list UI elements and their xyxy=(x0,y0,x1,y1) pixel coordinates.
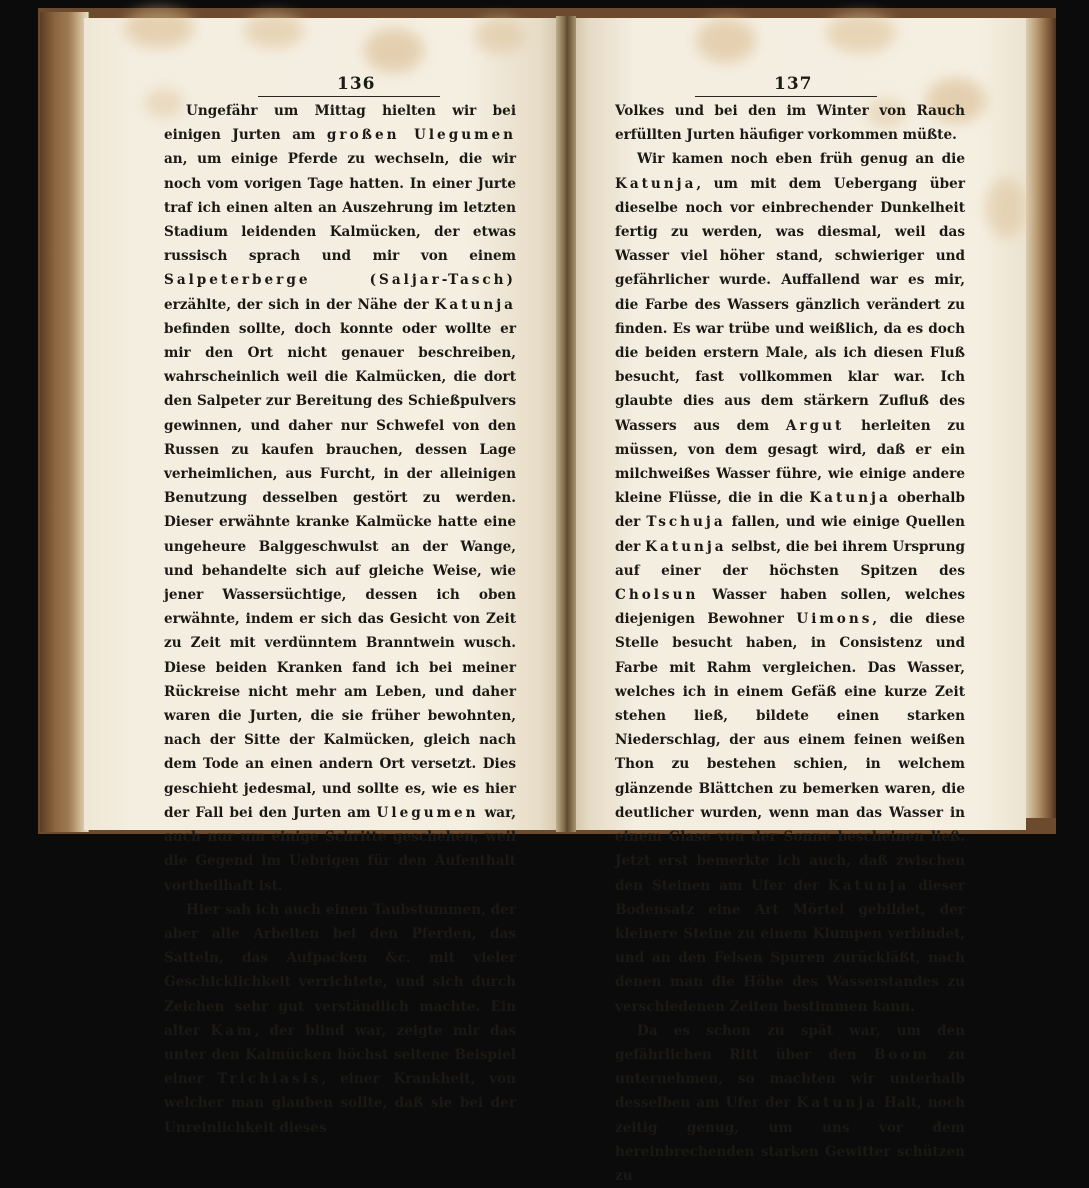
text-run: war, auch nur um einige Schritte geschehen, weil die Gegend im Uebrigen für den Aufenthalt vortheilhaft ist. xyxy=(164,804,517,894)
spaced-name: Katunja xyxy=(796,1095,878,1112)
header-rule-left xyxy=(258,96,440,97)
text-run: an, um einige Pferde zu wechseln, die wir noch vom vorigen Tage hatten. In einer Jurte traf ich einen alten an Auszehrung im letzten Stadium leidenden Kalmücken, der etwas russisch sprach und mir von einem xyxy=(164,151,516,265)
spaced-name: Katunja xyxy=(615,175,697,192)
paragraph xyxy=(615,1019,965,1188)
text-run: Volkes und bei den im Winter von Rauch erfüllten Jurten häufiger vorkommen müßte. xyxy=(615,103,965,144)
spaced-name: Argut xyxy=(785,417,845,434)
book-gutter xyxy=(556,16,576,832)
left-page-text xyxy=(164,99,516,1140)
spaced-name: Katunja xyxy=(645,538,727,555)
text-run: , der blind war, zeigte mir das unter den Kalmücken höchst seltene Beispiel einer xyxy=(164,1022,516,1088)
text-run: Wir kamen noch eben früh genug an die xyxy=(637,151,965,168)
text-run: fallen, und wie einige Quellen der xyxy=(615,514,965,555)
spaced-name: Uimons xyxy=(796,611,873,628)
spaced-name: Boom xyxy=(873,1046,930,1063)
page-number-left: 136 xyxy=(337,74,376,94)
page-edges-left xyxy=(40,12,89,832)
text-run: Da es schon zu spät war, um den gefährlichen Ritt über den xyxy=(615,1022,965,1063)
text-run: erzählte, der sich in der Nähe der xyxy=(164,296,435,313)
text-run: , die diese Stelle besucht haben, in Consistenz und Farbe mit Rahm vergleichen. Das Wasser, welches ich in einem Gefäß eine kurze Zeit stehen ließ, bildete einen starken Niederschlag, der aus einem feinen weißen Thon zu bestehen schien, in welchem glänzende Blättchen zu bemerken waren, die deutlicher wurden, wenn man das Wasser in einem Glase von der Sonne bescheinen ließ. Jetzt erst bemerkte ich auch, daß zwischen den Steinen am Ufer der xyxy=(615,611,966,894)
spaced-name: Ulegumen xyxy=(376,804,479,821)
text-run: Hier sah ich auch einen Taubstummen, der aber alle Arbeiten bei den Pferden, das Satteln, das Aufpacken &c. mit vieler Geschicklichkeit verrichtete, und sich durch Zeichen sehr gut verständlich machte. Ein alter xyxy=(164,901,516,1039)
spaced-name: Kam xyxy=(210,1022,255,1039)
page-number-right: 137 xyxy=(774,74,813,94)
text-run: selbst, die bei ihrem Ursprung auf einer der höchsten Spitzen des xyxy=(615,538,965,579)
spaced-name: Katunja xyxy=(827,877,910,894)
paragraph xyxy=(164,898,516,1140)
text-run: , um mit dem Uebergang über dieselbe noch vor einbrechender Dunkelheit fertig zu werden, was diesmal, weil das Wasser viel höher stand, schwieriger und gefährlicher wurde. Auffallend war es mir, die Farbe des Wassers gänzlich verändert zu finden. Es war trübe und weißlich, da es doch die beiden erstern Male, als ich diesen Fluß besucht, fast vollkommen klar war. Ich glaubte dies aus dem stärkern Zufluß des Wassers aus dem xyxy=(615,175,965,434)
paragraph xyxy=(615,99,965,147)
paragraph xyxy=(615,147,965,1018)
spaced-name: Katunja xyxy=(434,296,516,313)
paragraph xyxy=(164,99,516,898)
page-edges-right xyxy=(1024,18,1056,818)
header-rule-right xyxy=(695,96,877,97)
text-run: oberhalb der xyxy=(615,490,965,531)
text-run: Wasser haben sollen, welches diejenigen Bewohner xyxy=(615,587,965,628)
spaced-name: großen Ulegumen xyxy=(326,127,516,144)
spaced-name: Katunja xyxy=(809,490,891,507)
text-run: dieser Bodensatz eine Art Mörtel gebildet, der kleinere Steine zu einem Klumpen verbindet, und an den Felsen Spuren zurückläßt, nach denen man die Höhe des Wasserstandes zu verschiedenen Zeiten bestimmen kann. xyxy=(615,877,965,1015)
text-run: herleiten zu müssen, von dem gesagt wird, daß er ein milchweißes Wasser führe, wie einige andere kleine Flüsse, die in die xyxy=(615,417,965,507)
spaced-name: Salpeterberge (Saljar-Tasch) xyxy=(164,272,516,289)
spaced-name: Cholsun xyxy=(615,587,699,604)
spaced-name: Tschuja xyxy=(646,514,726,531)
right-page-text xyxy=(615,99,965,1188)
text-run: zu unternehmen, so machten wir unterhalb desselben am Ufer der xyxy=(615,1046,966,1112)
text-run: Halt, noch zeitig genug, um uns vor dem hereinbrechenden starken Gewitter schützen zu xyxy=(615,1095,965,1184)
text-run: , einer Krankheit, von welcher man glauben sollte, daß sie bei der Unreinlichkeit dieses xyxy=(164,1071,516,1136)
text-run: befinden sollte, doch konnte oder wollte er mir den Ort nicht genauer beschreiben, wahrscheinlich weil die Kalmücken, die dort den Salpeter zur Bereitung des Schießpulvers gewinnen, und daher nur Schwefel von den Russen zu kaufen brauchen, dessen Lage verheimlichen, aus Furcht, in der alleinigen Benutzung desselben gestört zu werden. Dieser erwähnte kranke Kalmücke hatte eine ungeheure Balggeschwulst an der Wange, und behandelte sich auf gleiche Weise, wie jener Wassersüchtige, dessen ich oben erwähnte, indem er sich das Gesicht von Zeit zu Zeit mit verdünntem Branntwein wusch. Diese beiden Kranken fand ich bei meiner Rückreise nicht mehr am Leben, und daher waren die Jurten, die sie früher bewohnten, nach der Sitte der Kalmücken, gleich nach dem Tode an einen andern Ort versetzt. Dies geschieht jedesmal, und sollte es, wie es hier der Fall bei den Jurten am xyxy=(164,320,516,821)
text-run: Ungefähr um Mittag hielten wir bei einigen Jurten am xyxy=(164,103,516,144)
spaced-name: Trichiasis xyxy=(217,1071,322,1088)
